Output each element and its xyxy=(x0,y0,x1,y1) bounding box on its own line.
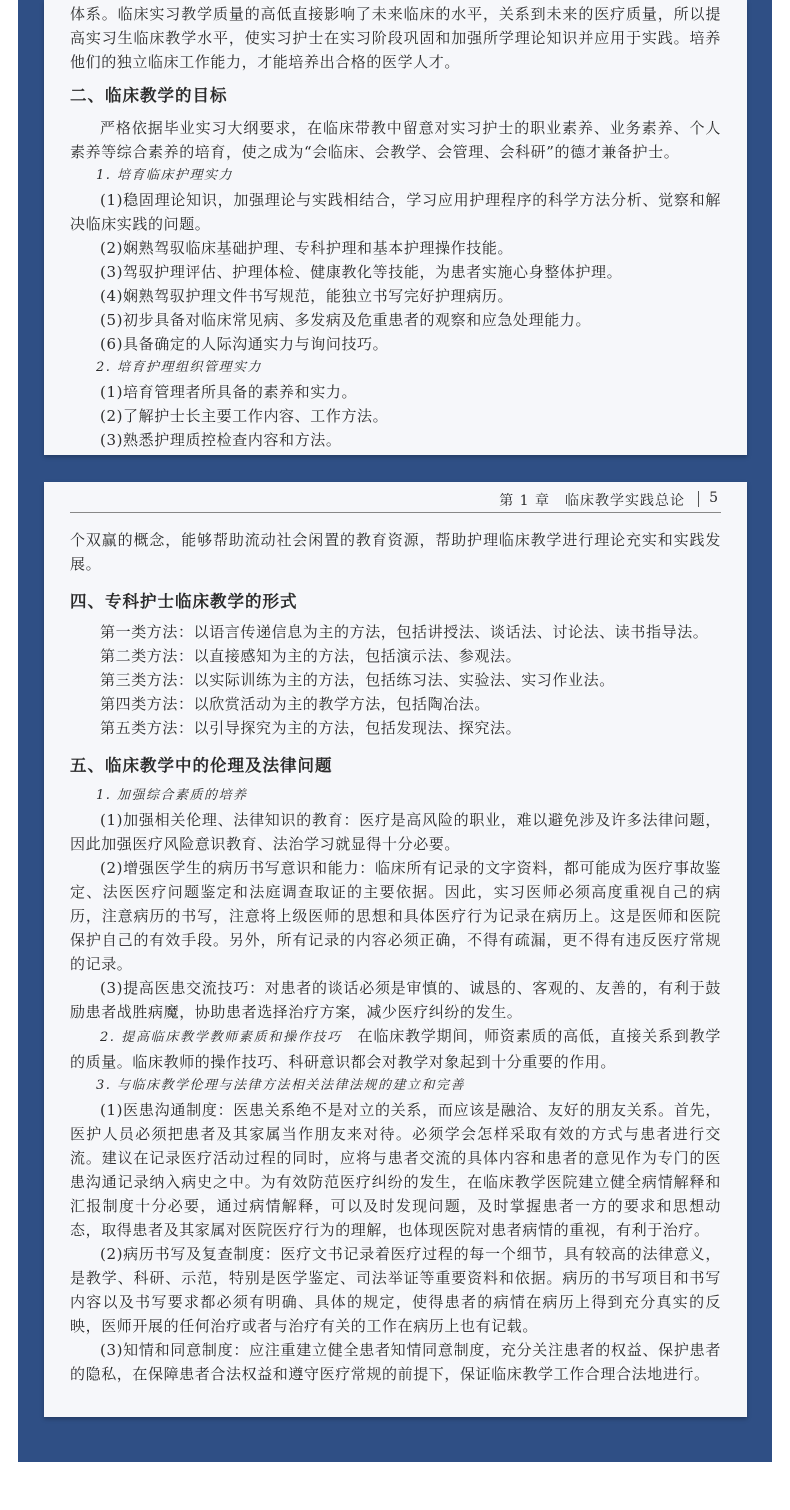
page-number: 5 xyxy=(709,490,719,506)
paragraph: (1)加强相关伦理、法律知识的教育：医疗是高风险的职业，难以避免涉及许多法律问题，因此加强医疗风险意识教育、法治学习就显得十分必要。 xyxy=(70,811,721,853)
method-item: 第一类方法：以语言传递信息为主的方法，包括讲授法、谈话法、讨论法、读书指导法。 xyxy=(100,623,709,641)
page-bottom-text xyxy=(70,528,721,1386)
paragraph: (3)提高医患交流技巧：对患者的谈话必须是审慎的、诚恳的、客观的、友善的，有利于鼓励患者战胜病魔，协助患者选择治疗方案，减少医疗纠纷的发生。 xyxy=(70,979,721,1021)
method-item: 第四类方法：以欣赏活动为主的教学方法，包括陶冶法。 xyxy=(100,695,491,713)
subheading: 1. 培育临床护理实力 xyxy=(96,168,234,183)
paragraph: 体系。临床实习教学质量的高低直接影响了未来临床的水平，关系到未来的医疗质量，所以提高实习生临床教学水平，使实习护士在实习阶段巩固和加强所学理论知识并应用于实践。培养他们的独立临床工作能力，才能培养出合格的医学人才。 xyxy=(70,5,721,71)
list-item: (4)娴熟驾驭护理文件书写规范，能独立书写完好护理病历。 xyxy=(100,287,514,305)
subheading: 1. 加强综合素质的培养 xyxy=(96,788,248,803)
list-item: (1)稳固理论知识，加强理论与实践相结合，学习应用护理程序的科学方法分析、觉察和解决临床实践的问题。 xyxy=(70,191,721,233)
list-item: (5)初步具备对临床常见病、多发病及危重患者的观察和应急处理能力。 xyxy=(100,311,592,329)
list-item: (3)驾驭护理评估、护理体检、健康教化等技能，为患者实施心身整体护理。 xyxy=(100,263,623,281)
paragraph: (2)增强医学生的病历书写意识和能力：临床所有记录的文字资料，都可能成为医疗事故鉴定、法医医疗问题鉴定和法庭调查取证的主要依据。因此，实习医师必须高度重视自己的病历，注意病历的书写，注意将上级医师的思想和具体医疗行为记录在病历上。这是医师和医院保护自己的有效手段。另外，所有记录的内容必须正确，不得有疏漏，更不得有违反医疗常规的记录。 xyxy=(70,859,721,973)
book-page-bottom xyxy=(44,482,747,1417)
header-rule xyxy=(70,512,721,513)
subheading: 2. 培育护理组织管理实力 xyxy=(96,360,263,375)
chapter-title: 第 1 章 临床教学实践总论 xyxy=(499,493,685,509)
paragraph xyxy=(70,1024,721,1074)
inline-subheading: 2. 提高临床教学教师素质和操作技巧 xyxy=(100,1030,342,1045)
list-item: (3)熟悉护理质控检查内容和方法。 xyxy=(100,431,342,449)
paragraph: (2)病历书写及复查制度：医疗文书记录着医疗过程的每一个细节，具有较高的法律意义，是教学、科研、示范，特别是医学鉴定、司法举证等重要资料和依据。病历的书写项目和书写内容以及书写要求都必须有明确、具体的规定，使得患者的病情在病历上得到充分真实的反映，医师开展的任何治疗或者与治疗有关的工作在病历上也有记载。 xyxy=(70,1245,721,1335)
list-item: (2)了解护士长主要工作内容、工作方法。 xyxy=(100,407,389,425)
paragraph: 严格依据毕业实习大纲要求，在临床带教中留意对实习护士的职业素养、业务素养、个人素养等综合素养的培育，使之成为“会临床、会教学、会管理、会科研”的德才兼备护士。 xyxy=(70,119,721,161)
section-heading-forms: 四、专科护士临床教学的形式 xyxy=(70,592,298,611)
subheading: 3. 与临床教学伦理与法律方法相关法律法规的建立和完善 xyxy=(96,1078,466,1093)
book-page-top xyxy=(44,0,747,455)
header-divider xyxy=(698,491,699,507)
list-item: (2)娴熟驾驭临床基础护理、专科护理和基本护理操作技能。 xyxy=(100,239,514,257)
list-item: (6)具备确定的人际沟通实力与询问技巧。 xyxy=(100,335,389,353)
paragraph: (1)医患沟通制度：医患关系绝不是对立的关系，而应该是融洽、友好的朋友关系。首先，医护人员必须把患者及其家属当作朋友来对待。必须学会怎样采取有效的方式与患者进行交流。建议在记录医疗活动过程的同时，应将与患者交流的具体内容和患者的意见作为专门的医患沟通记录纳入病史之中。为有效防范医疗纠纷的发生，在临床教学医院建立健全病情解释和汇报制度十分必要，通过病情解释，可以及时发现问题，及时掌握患者一方的要求和思想动态，取得患者及其家属对医院医疗行为的理解，也体现医院对患者病情的重视，有利于治疗。 xyxy=(70,1101,721,1239)
method-item: 第五类方法：以引导探究为主的方法，包括发现法、探究法。 xyxy=(100,719,522,737)
running-header xyxy=(44,482,747,512)
method-item: 第三类方法：以实际训练为主的方法，包括练习法、实验法、实习作业法。 xyxy=(100,671,615,689)
paragraph: 个双赢的概念，能够帮助流动社会闲置的教育资源，帮助护理临床教学进行理论充实和实践发展。 xyxy=(70,531,721,573)
method-item: 第二类方法：以直接感知为主的方法，包括演示法、参观法。 xyxy=(100,647,522,665)
paragraph-body: 在临床教学期间，师资素质的高低，直接关系到教学的质量。临床教师的操作技巧、科研意识都会对教学对象起到十分重要的作用。 xyxy=(70,1027,721,1071)
page-top-text xyxy=(70,2,721,452)
section-heading-goal: 二、临床教学的目标 xyxy=(70,86,228,105)
section-heading-ethics: 五、临床教学中的伦理及法律问题 xyxy=(70,756,333,775)
list-item: (1)培育管理者所具备的素养和实力。 xyxy=(100,383,358,401)
paragraph: (3)知情和同意制度：应注重建立健全患者知情同意制度，充分关注患者的权益、保护患者的隐私，在保障患者合法权益和遵守医疗常规的前提下，保证临床教学工作合理合法地进行。 xyxy=(70,1341,721,1383)
